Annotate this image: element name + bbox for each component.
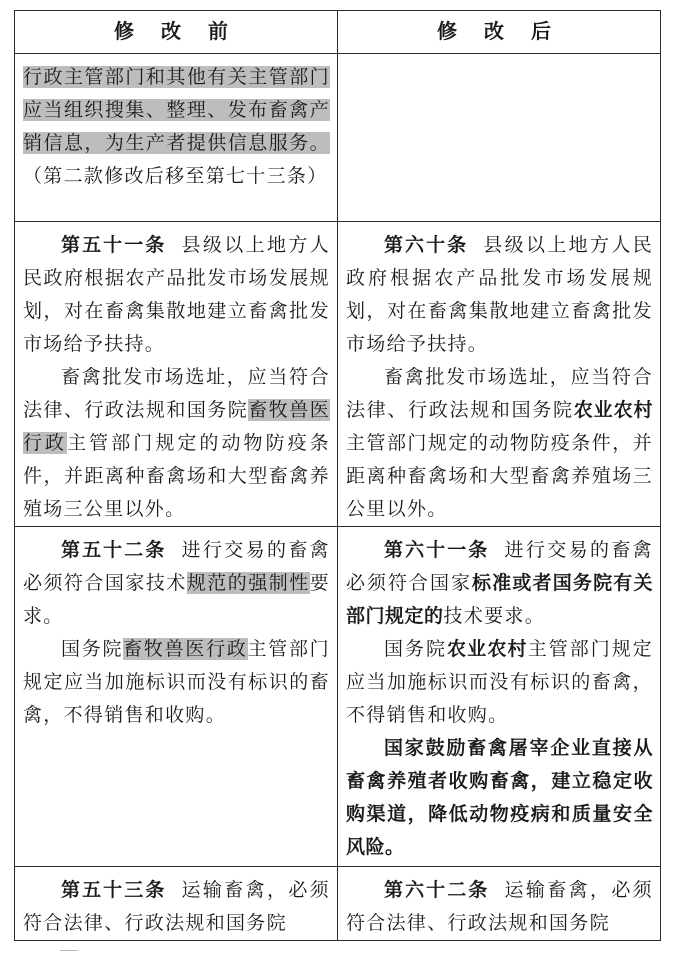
page-footer-mark (60, 950, 78, 961)
article-number: 第六十二条 (384, 879, 490, 901)
article-number: 第五十一条 (61, 234, 167, 256)
header-after: 修 改 后 (437, 19, 561, 43)
article-text: 主管部门规定的动物防疫条件，并距离种畜禽场和大型畜禽养殖场三公里以外。 (346, 432, 653, 520)
article-62-paragraph-1 (346, 874, 653, 940)
row4-before-cell (15, 867, 337, 940)
row1-before-paragraph (23, 61, 330, 193)
article-text: 畜禽批发市场选址，应当符合法律、行政法规和国务院 (346, 366, 653, 421)
comparison-table (14, 10, 661, 941)
article-text: 运输畜禽，必须符合法律、行政法规和国务院 (346, 879, 653, 934)
article-text: 县级以上地方人民政府根据农产品批发市场发展规划，对在畜禽集散地建立畜禽批发市场给予扶持。 (23, 234, 330, 355)
article-text: 国务院 (384, 638, 447, 660)
row1-after-cell (338, 54, 660, 221)
article-61-paragraph-1 (346, 534, 653, 633)
amended-text-bold: 农业农村 (573, 399, 653, 421)
article-text: 运输畜禽，必须符合法律、行政法规和国务院 (23, 879, 330, 934)
row3-before-cell (15, 527, 337, 866)
row3-after-cell (338, 527, 660, 866)
row4-after-cell (338, 867, 660, 940)
amended-text-bold: 农业农村 (446, 638, 528, 660)
article-53-paragraph-1 (23, 874, 330, 940)
article-text: 国务院 (61, 638, 124, 660)
article-text: 主管部门规定的动物防疫条件，并距离种畜禽场和大型畜禽养殖场三公里以外。 (23, 432, 330, 520)
deleted-text-highlight: 行政主管部门和其他有关主管部门应当组织搜集、整理、发布畜禽产销信息，为生产者提供信息服务。 (23, 66, 330, 154)
article-61-paragraph-3 (346, 732, 653, 864)
article-60-paragraph-2 (346, 361, 653, 526)
article-51-paragraph-2 (23, 361, 330, 526)
article-number: 第五十三条 (61, 879, 167, 901)
article-number: 第五十二条 (61, 539, 167, 561)
row1-before-cell (15, 54, 337, 221)
row2-after-cell (338, 222, 660, 526)
article-number: 第六十一条 (384, 539, 490, 561)
deleted-text-highlight: 畜牧兽医行政 (123, 638, 248, 660)
article-text: 技术要求。 (443, 605, 546, 627)
article-text: 进行交易的畜禽必须符合国家技术 (23, 539, 330, 594)
article-52-paragraph-1 (23, 534, 330, 633)
amended-text-bold: 标准或者国务院有关部门规定的 (346, 572, 653, 627)
article-text: 畜禽批发市场选址，应当符合法律、行政法规和国务院 (23, 366, 330, 421)
article-text: 要求。 (23, 572, 330, 627)
header-before: 修 改 前 (114, 19, 238, 43)
row2-before-cell (15, 222, 337, 526)
article-52-paragraph-2 (23, 633, 330, 732)
added-text-bold: 国家鼓励畜禽屠宰企业直接从畜禽养殖者收购畜禽，建立稳定收购渠道，降低动物疫病和质量安全风险。 (346, 737, 653, 858)
article-61-paragraph-2 (346, 633, 653, 732)
deleted-text-highlight: 畜牧兽医行政 (23, 399, 330, 454)
article-51-paragraph-1 (23, 229, 330, 361)
article-text: 进行交易的畜禽必须符合国家 (346, 539, 653, 594)
deleted-text-highlight: 规范的强制性 (186, 572, 310, 594)
article-number: 第六十条 (384, 234, 469, 256)
article-text: 主管部门规定应当加施标识而没有标识的畜禽，不得销售和收购。 (23, 638, 330, 726)
article-60-paragraph-1 (346, 229, 653, 361)
article-text: 主管部门规定应当加施标识而没有标识的畜禽，不得销售和收购。 (346, 638, 653, 726)
article-text: 县级以上地方人民政府根据农产品批发市场发展规划，对在畜禽集散地建立畜禽批发市场给予扶持。 (346, 234, 653, 355)
relocation-note: （第二款修改后移至第七十三条） (23, 165, 328, 187)
